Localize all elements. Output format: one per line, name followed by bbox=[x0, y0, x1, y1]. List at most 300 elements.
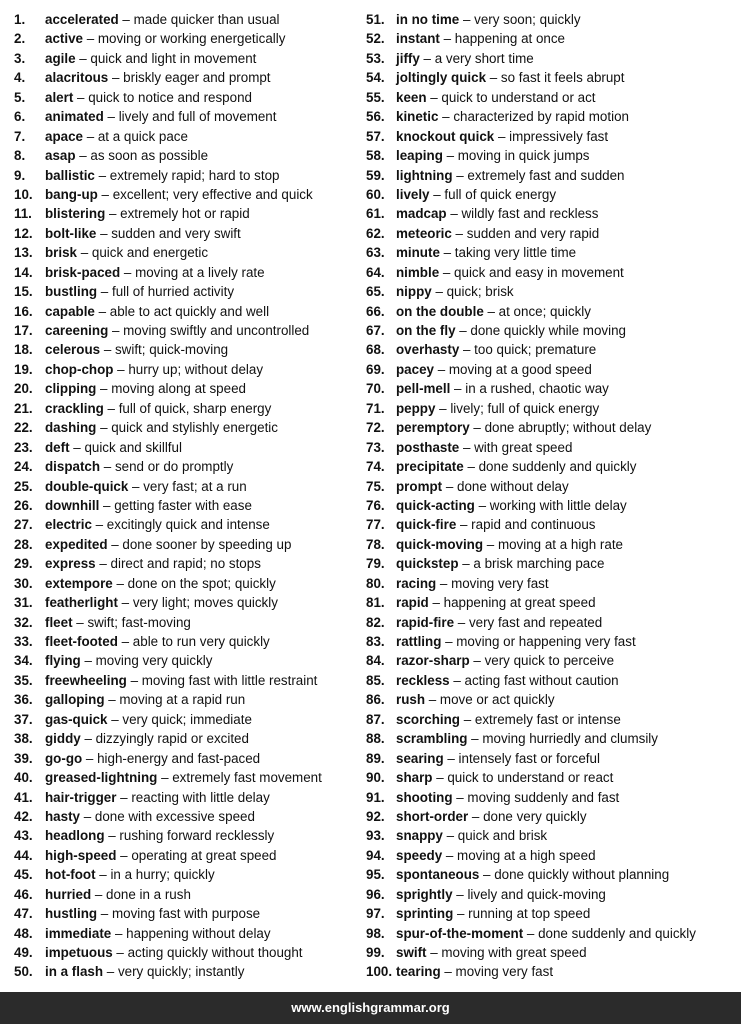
item-number: 68. bbox=[366, 342, 385, 358]
item-separator: – bbox=[80, 731, 96, 747]
item-separator: – bbox=[523, 925, 539, 941]
item-number: 55. bbox=[366, 89, 385, 105]
item-word: electric bbox=[45, 517, 92, 533]
item-separator: – bbox=[75, 50, 91, 66]
item-number: 31. bbox=[14, 595, 33, 611]
item-number: 88. bbox=[366, 731, 385, 747]
item-number: 38. bbox=[14, 731, 33, 747]
item-definition: very quick to perceive bbox=[484, 653, 615, 669]
list-item bbox=[14, 651, 354, 670]
item-definition: rushing forward recklessly bbox=[119, 828, 275, 844]
list-item bbox=[366, 826, 738, 845]
item-number: 85. bbox=[366, 672, 385, 688]
item-definition: moving along at speed bbox=[111, 381, 246, 397]
item-separator: – bbox=[451, 225, 467, 241]
item-word: nimble bbox=[396, 264, 440, 280]
item-word: deft bbox=[45, 439, 70, 455]
list-item bbox=[366, 224, 738, 243]
item-number: 25. bbox=[14, 478, 33, 494]
item-definition: done suddenly and quickly bbox=[538, 925, 696, 941]
item-number: 37. bbox=[14, 711, 33, 727]
item-number: 7. bbox=[14, 128, 26, 144]
list-item bbox=[14, 574, 354, 593]
item-word: scrambling bbox=[396, 731, 468, 747]
list-item bbox=[14, 29, 354, 48]
footer-website: www.englishgrammar.org bbox=[291, 1000, 450, 1015]
item-number: 24. bbox=[14, 459, 33, 475]
list-item bbox=[14, 107, 354, 126]
item-number: 72. bbox=[366, 420, 385, 436]
item-number: 82. bbox=[366, 614, 385, 630]
footer-bar bbox=[0, 992, 741, 1024]
item-separator: – bbox=[77, 245, 92, 261]
list-item bbox=[366, 166, 738, 185]
item-word: ballistic bbox=[45, 167, 95, 183]
item-number: 79. bbox=[366, 556, 385, 572]
list-item bbox=[366, 788, 738, 807]
item-word: downhill bbox=[45, 497, 100, 513]
item-word: blistering bbox=[45, 206, 106, 222]
item-number: 28. bbox=[14, 536, 33, 552]
list-item bbox=[366, 515, 738, 534]
item-word: joltingly quick bbox=[396, 70, 487, 86]
item-word: quick-acting bbox=[396, 497, 475, 513]
item-word: galloping bbox=[45, 692, 105, 708]
item-number: 18. bbox=[14, 342, 33, 358]
item-definition: acting fast without caution bbox=[464, 672, 619, 688]
item-word: sprightly bbox=[396, 886, 453, 902]
item-definition: able to run very quickly bbox=[132, 634, 270, 649]
list-item bbox=[366, 88, 738, 107]
list-item bbox=[14, 88, 354, 107]
item-number: 73. bbox=[366, 439, 385, 455]
list-item bbox=[14, 768, 354, 787]
item-separator: – bbox=[97, 906, 112, 922]
item-number: 8. bbox=[14, 148, 26, 164]
item-separator: – bbox=[426, 945, 442, 960]
item-definition: extremely fast or intense bbox=[474, 711, 621, 727]
item-number: 93. bbox=[366, 828, 385, 844]
item-word: short-order bbox=[396, 808, 469, 824]
item-separator: – bbox=[452, 886, 468, 902]
item-separator: – bbox=[100, 459, 115, 475]
item-word: quick-fire bbox=[396, 517, 457, 533]
list-item bbox=[14, 457, 354, 476]
list-item bbox=[366, 962, 738, 981]
item-definition: done on the spot; quickly bbox=[127, 575, 276, 591]
item-word: kinetic bbox=[396, 109, 439, 125]
item-number: 49. bbox=[14, 945, 33, 960]
item-word: spur-of-the-moment bbox=[396, 925, 524, 941]
item-word: active bbox=[45, 31, 83, 47]
list-item bbox=[366, 302, 738, 321]
item-definition: a brisk marching pace bbox=[473, 556, 605, 572]
item-word: gas-quick bbox=[45, 711, 108, 727]
item-definition: dizzyingly rapid or excited bbox=[95, 731, 249, 747]
item-word: on the double bbox=[396, 303, 484, 319]
item-number: 21. bbox=[14, 400, 33, 416]
item-word: hot-foot bbox=[45, 867, 96, 883]
item-number: 48. bbox=[14, 925, 33, 941]
item-word: leaping bbox=[396, 148, 443, 164]
item-word: razor-sharp bbox=[396, 653, 470, 669]
item-word: headlong bbox=[45, 828, 105, 844]
item-definition: very quick; immediate bbox=[122, 711, 252, 727]
list-item bbox=[14, 885, 354, 904]
item-word: snappy bbox=[396, 828, 443, 844]
list-item bbox=[14, 127, 354, 146]
item-number: 94. bbox=[366, 847, 385, 863]
item-word: reckless bbox=[396, 672, 450, 688]
item-separator: – bbox=[117, 595, 133, 611]
item-definition: so fast it feels abrupt bbox=[500, 70, 625, 86]
item-number: 70. bbox=[366, 381, 385, 397]
item-word: alert bbox=[45, 89, 74, 105]
item-definition: done suddenly and quickly bbox=[478, 459, 637, 475]
item-number: 50. bbox=[14, 964, 33, 980]
item-separator: – bbox=[439, 245, 455, 261]
item-definition: moving at a good speed bbox=[448, 361, 592, 377]
item-definition: moving at a lively rate bbox=[135, 264, 265, 280]
item-word: crackling bbox=[45, 400, 104, 416]
item-definition: direct and rapid; no stops bbox=[110, 556, 261, 572]
item-word: on the fly bbox=[396, 323, 456, 338]
item-word: freewheeling bbox=[45, 672, 127, 688]
item-number: 56. bbox=[366, 109, 385, 125]
item-definition: high-energy and fast-paced bbox=[97, 750, 261, 766]
list-item bbox=[366, 477, 738, 496]
item-number: 54. bbox=[366, 70, 385, 86]
item-word: bolt-like bbox=[45, 225, 97, 241]
item-separator: – bbox=[453, 906, 469, 922]
item-definition: quick to understand or act bbox=[441, 89, 596, 105]
list-item bbox=[14, 671, 354, 690]
list-item bbox=[14, 632, 354, 651]
list-item bbox=[14, 418, 354, 437]
list-item bbox=[14, 166, 354, 185]
item-separator: – bbox=[455, 323, 471, 338]
item-definition: in a rushed, chaotic way bbox=[465, 381, 609, 397]
list-item bbox=[366, 243, 738, 262]
item-separator: – bbox=[112, 575, 128, 591]
item-word: knockout quick bbox=[396, 128, 495, 144]
item-word: bang-up bbox=[45, 186, 98, 202]
item-separator: – bbox=[105, 206, 121, 222]
item-definition: moving at a rapid run bbox=[119, 692, 246, 708]
item-separator: – bbox=[116, 789, 132, 805]
item-number: 4. bbox=[14, 70, 26, 86]
item-separator: – bbox=[446, 206, 462, 222]
item-definition: moving or happening very fast bbox=[456, 634, 636, 649]
item-word: bustling bbox=[45, 284, 98, 300]
item-word: rush bbox=[396, 692, 426, 708]
item-separator: – bbox=[483, 303, 499, 319]
list-item bbox=[366, 535, 738, 554]
item-number: 23. bbox=[14, 439, 33, 455]
item-separator: – bbox=[96, 381, 112, 397]
item-definition: very fast; at a run bbox=[143, 478, 247, 494]
item-word: minute bbox=[396, 245, 440, 261]
item-definition: acting quickly without thought bbox=[127, 945, 303, 960]
item-definition: moving hurriedly and clumsily bbox=[482, 731, 658, 747]
list-item bbox=[366, 807, 738, 826]
item-definition: taking very little time bbox=[454, 245, 577, 261]
list-item bbox=[14, 68, 354, 87]
item-separator: – bbox=[442, 828, 458, 844]
item-definition: quick and easy in movement bbox=[454, 264, 624, 280]
item-separator: – bbox=[95, 867, 111, 883]
item-separator: – bbox=[97, 284, 112, 300]
item-word: impetuous bbox=[45, 945, 113, 960]
item-number: 77. bbox=[366, 517, 385, 533]
list-item bbox=[14, 515, 354, 534]
item-number: 90. bbox=[366, 770, 385, 786]
item-separator: – bbox=[494, 128, 510, 144]
item-separator: – bbox=[440, 964, 456, 980]
list-item bbox=[366, 749, 738, 768]
item-number: 34. bbox=[14, 653, 33, 669]
list-item bbox=[366, 127, 738, 146]
item-definition: moving very fast bbox=[451, 575, 549, 591]
item-definition: quick and skillful bbox=[84, 439, 182, 455]
list-item bbox=[14, 321, 354, 340]
list-item bbox=[366, 146, 738, 165]
item-separator: – bbox=[459, 342, 475, 358]
item-word: lightning bbox=[396, 167, 453, 183]
item-word: brisk bbox=[45, 245, 78, 261]
list-item bbox=[14, 224, 354, 243]
list-item bbox=[14, 10, 354, 29]
item-definition: moving very quickly bbox=[95, 653, 213, 669]
item-separator: – bbox=[94, 167, 110, 183]
item-word: pacey bbox=[396, 361, 434, 377]
item-definition: moving fast with purpose bbox=[111, 906, 261, 922]
item-separator: – bbox=[117, 634, 133, 649]
item-separator: – bbox=[96, 225, 112, 241]
list-item bbox=[14, 360, 354, 379]
item-separator: – bbox=[104, 692, 120, 708]
item-word: agile bbox=[45, 50, 76, 66]
list-item bbox=[14, 924, 354, 943]
item-word: swift bbox=[396, 945, 427, 960]
item-word: dispatch bbox=[45, 459, 101, 475]
item-word: hasty bbox=[45, 808, 80, 824]
item-word: capable bbox=[45, 303, 95, 319]
item-separator: – bbox=[75, 148, 91, 164]
item-definition: send or do promptly bbox=[114, 459, 234, 475]
item-definition: very soon; quickly bbox=[474, 12, 581, 27]
list-item bbox=[366, 438, 738, 457]
list-item bbox=[366, 885, 738, 904]
list-item bbox=[366, 399, 738, 418]
item-definition: hurry up; without delay bbox=[128, 361, 264, 377]
item-separator: – bbox=[100, 342, 115, 358]
item-word: hair-trigger bbox=[45, 789, 117, 805]
item-definition: happening at great speed bbox=[443, 595, 596, 611]
item-separator: – bbox=[82, 31, 98, 47]
item-separator: – bbox=[426, 89, 442, 105]
item-number: 97. bbox=[366, 906, 385, 922]
item-separator: – bbox=[116, 847, 132, 863]
item-word: prompt bbox=[396, 478, 443, 494]
item-definition: very fast and repeated bbox=[468, 614, 603, 630]
item-definition: lively; full of quick energy bbox=[450, 400, 600, 416]
list-item bbox=[14, 399, 354, 418]
item-definition: wildly fast and reckless bbox=[461, 206, 599, 222]
item-separator: – bbox=[442, 148, 458, 164]
item-separator: – bbox=[107, 711, 123, 727]
item-word: pell-mell bbox=[396, 381, 451, 397]
list-item bbox=[14, 185, 354, 204]
list-item bbox=[366, 185, 738, 204]
item-definition: excellent; very effective and quick bbox=[112, 186, 313, 202]
item-word: alacritous bbox=[45, 70, 109, 86]
item-separator: – bbox=[452, 167, 468, 183]
item-word: featherlight bbox=[45, 595, 118, 611]
item-definition: extremely hot or rapid bbox=[120, 206, 250, 222]
item-definition: swift; quick-moving bbox=[114, 342, 229, 358]
item-separator: – bbox=[456, 517, 472, 533]
item-number: 6. bbox=[14, 109, 26, 125]
item-number: 11. bbox=[14, 206, 32, 222]
list-item bbox=[366, 263, 738, 282]
item-number: 76. bbox=[366, 497, 385, 513]
item-word: tearing bbox=[396, 964, 441, 980]
item-word: spontaneous bbox=[396, 867, 480, 883]
item-definition: characterized by rapid motion bbox=[453, 109, 629, 125]
item-number: 91. bbox=[366, 789, 385, 805]
item-definition: lively and full of movement bbox=[118, 109, 277, 125]
item-definition: getting faster with ease bbox=[114, 497, 252, 513]
list-item bbox=[366, 729, 738, 748]
list-item bbox=[14, 943, 354, 962]
item-number: 52. bbox=[366, 31, 385, 47]
item-separator: – bbox=[441, 634, 457, 649]
item-separator: – bbox=[442, 478, 458, 494]
item-word: instant bbox=[396, 31, 440, 47]
item-definition: sudden and very rapid bbox=[466, 225, 600, 241]
item-word: greased-lightning bbox=[45, 770, 158, 786]
item-definition: done quickly while moving bbox=[470, 323, 626, 338]
item-separator: – bbox=[95, 556, 111, 572]
item-separator: – bbox=[97, 186, 113, 202]
item-word: overhasty bbox=[396, 342, 460, 358]
item-separator: – bbox=[442, 847, 458, 863]
list-item bbox=[366, 846, 738, 865]
item-number: 80. bbox=[366, 575, 385, 591]
item-separator: – bbox=[483, 536, 498, 552]
item-number: 66. bbox=[366, 303, 385, 319]
list-item bbox=[366, 379, 738, 398]
list-item bbox=[14, 865, 354, 884]
item-number: 83. bbox=[366, 634, 385, 649]
item-number: 59. bbox=[366, 167, 385, 183]
item-definition: done with excessive speed bbox=[94, 808, 255, 824]
item-separator: – bbox=[108, 70, 124, 86]
list-item bbox=[14, 729, 354, 748]
item-definition: done in a rush bbox=[106, 886, 191, 902]
item-number: 26. bbox=[14, 497, 33, 513]
item-separator: – bbox=[460, 711, 475, 727]
item-number: 35. bbox=[14, 672, 33, 688]
item-separator: – bbox=[111, 925, 127, 941]
item-number: 47. bbox=[14, 906, 33, 922]
item-number: 98. bbox=[366, 925, 385, 941]
item-word: rapid-fire bbox=[396, 614, 455, 630]
list-item bbox=[366, 107, 738, 126]
item-number: 30. bbox=[14, 575, 33, 591]
item-definition: happening without delay bbox=[126, 925, 271, 941]
item-separator: – bbox=[432, 770, 448, 786]
item-definition: quick and brisk bbox=[457, 828, 548, 844]
item-definition: moving swiftly and uncontrolled bbox=[123, 323, 310, 338]
item-number: 65. bbox=[366, 284, 385, 300]
item-word: keen bbox=[396, 89, 427, 105]
list-item bbox=[366, 204, 738, 223]
item-number: 75. bbox=[366, 478, 385, 494]
item-word: racing bbox=[396, 575, 437, 591]
item-separator: – bbox=[128, 478, 144, 494]
item-separator: – bbox=[108, 323, 124, 338]
item-word: hurried bbox=[45, 886, 92, 902]
item-definition: done quickly without planning bbox=[494, 867, 670, 883]
list-item bbox=[14, 49, 354, 68]
item-definition: moving suddenly and fast bbox=[467, 789, 620, 805]
list-item bbox=[14, 243, 354, 262]
item-word: immediate bbox=[45, 925, 112, 941]
item-number: 99. bbox=[366, 945, 385, 960]
item-number: 22. bbox=[14, 420, 33, 436]
item-separator: – bbox=[459, 12, 475, 27]
list-item bbox=[366, 340, 738, 359]
list-item bbox=[366, 360, 738, 379]
item-separator: – bbox=[438, 109, 454, 125]
item-number: 46. bbox=[14, 886, 33, 902]
item-word: in no time bbox=[396, 12, 460, 27]
item-word: brisk-paced bbox=[45, 264, 121, 280]
item-number: 53. bbox=[366, 50, 385, 66]
list-item bbox=[366, 710, 738, 729]
item-definition: done abruptly; without delay bbox=[484, 420, 652, 436]
item-definition: in a hurry; quickly bbox=[110, 867, 215, 883]
item-word: asap bbox=[45, 148, 76, 164]
item-definition: very light; moves quickly bbox=[132, 595, 278, 611]
item-number: 92. bbox=[366, 808, 385, 824]
item-number: 41. bbox=[14, 789, 33, 805]
list-item bbox=[366, 904, 738, 923]
list-item bbox=[366, 457, 738, 476]
list-item bbox=[366, 865, 738, 884]
item-word: peppy bbox=[396, 400, 436, 416]
item-definition: as soon as possible bbox=[90, 148, 209, 164]
item-number: 43. bbox=[14, 828, 33, 844]
item-separator: – bbox=[103, 109, 119, 125]
item-definition: with great speed bbox=[474, 439, 573, 455]
item-word: clipping bbox=[45, 381, 97, 397]
list-item bbox=[14, 302, 354, 321]
item-separator: – bbox=[79, 808, 95, 824]
item-separator: – bbox=[91, 886, 107, 902]
item-word: quick-moving bbox=[396, 536, 484, 552]
list-item bbox=[366, 68, 738, 87]
list-item bbox=[14, 593, 354, 612]
item-word: double-quick bbox=[45, 478, 129, 494]
list-item bbox=[14, 535, 354, 554]
item-separator: – bbox=[82, 750, 98, 766]
list-item bbox=[366, 496, 738, 515]
item-word: express bbox=[45, 556, 96, 572]
item-number: 15. bbox=[14, 284, 33, 300]
